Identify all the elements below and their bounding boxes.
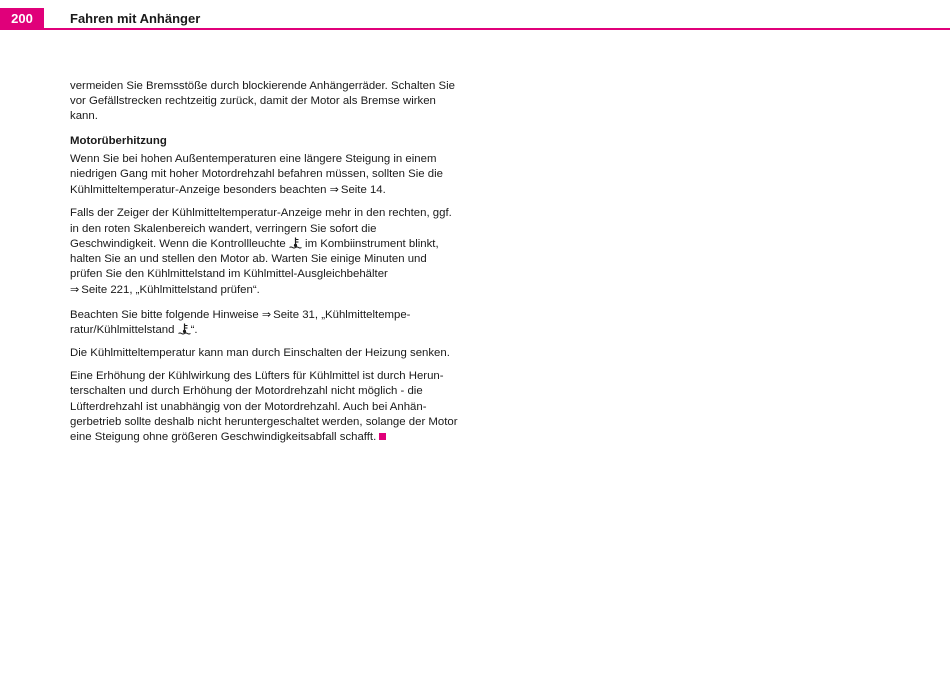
intro-paragraph: vermeiden Sie Bremsstöße durch blockierende Anhängerräder. Schalten Sie vor Gefällstrecken rechtzeitig zurück, damit der Motor als Bremse wirken kann. [70, 80, 455, 123]
main-content [70, 79, 462, 453]
page-title: Fahren mit Anhänger [70, 11, 201, 26]
page-number: 200 [0, 8, 44, 30]
paragraph-1-reference[interactable]: Seite 14. [340, 184, 386, 197]
header-divider [0, 28, 950, 30]
paragraph-5-text: Eine Erhöhung der Kühlwirkung des Lüfters für Kühlmittel ist durch Herun-terschalten und durch Erhöhung der Motordrehzahl nicht möglich - die Lüfterdrehzahl ist unabhängig von der Motordrehzahl. Auch bei Anhän-gerbetrieb sollte deshalb nicht heruntergeschaltet werden, solange der Motor eine Steigung ohne größeren Geschwindigkeitsabfall schafft. [70, 370, 458, 444]
paragraph-3 [70, 307, 462, 338]
paragraph-3-end: “. [190, 323, 198, 336]
paragraph-2-text-a: Falls der Zeiger der Kühlmitteltemperatur-Anzeige mehr in den rechten, ggf. in den roten Skalenbereich wandert, verringern Sie sofort die Geschwindigkeit. Wenn die Kontrollleuchte [70, 207, 452, 250]
section-heading: Motorüberhitzung [70, 134, 167, 147]
paragraph-3-text: Beachten Sie bitte folgende Hinweise [70, 308, 259, 321]
paragraph-1-text: Wenn Sie bei hohen Außentemperaturen eine längere Steigung in einem niedrigen Gang mit hoher Motordrehzahl befahren müssen, sollten Sie die Kühlmitteltemperatur-Anzeige besonders beachten [70, 152, 443, 197]
paragraph-3-reference[interactable]: Seite 31, „Kühlmitteltempe-ratur/Kühlmittelstand [70, 308, 411, 336]
end-marker-icon [379, 433, 386, 440]
page-header [0, 0, 950, 30]
double-arrow-right-icon: ⇒ [261, 307, 272, 321]
coolant-temperature-icon [178, 323, 191, 335]
double-arrow-right-icon: ⇒ [329, 183, 339, 197]
paragraph-2 [70, 206, 462, 298]
paragraph-1 [70, 152, 462, 199]
paragraph-5 [70, 369, 462, 445]
double-arrow-right-icon: ⇒ [70, 283, 80, 297]
coolant-temperature-icon [289, 237, 302, 249]
paragraph-2-text-b: im Kombiinstrument blinkt, halten Sie an und stellen den Motor ab. Warten Sie einige Minuten und prüfen Sie den Kühlmittelstand im Kühlmittel-Ausgleichbehälter [70, 237, 439, 281]
paragraph-2-reference[interactable]: Seite 221, „Kühlmittelstand prüfen“. [81, 284, 260, 297]
paragraph-4: Die Kühlmitteltemperatur kann man durch Einschalten der Heizung senken. [70, 347, 450, 360]
